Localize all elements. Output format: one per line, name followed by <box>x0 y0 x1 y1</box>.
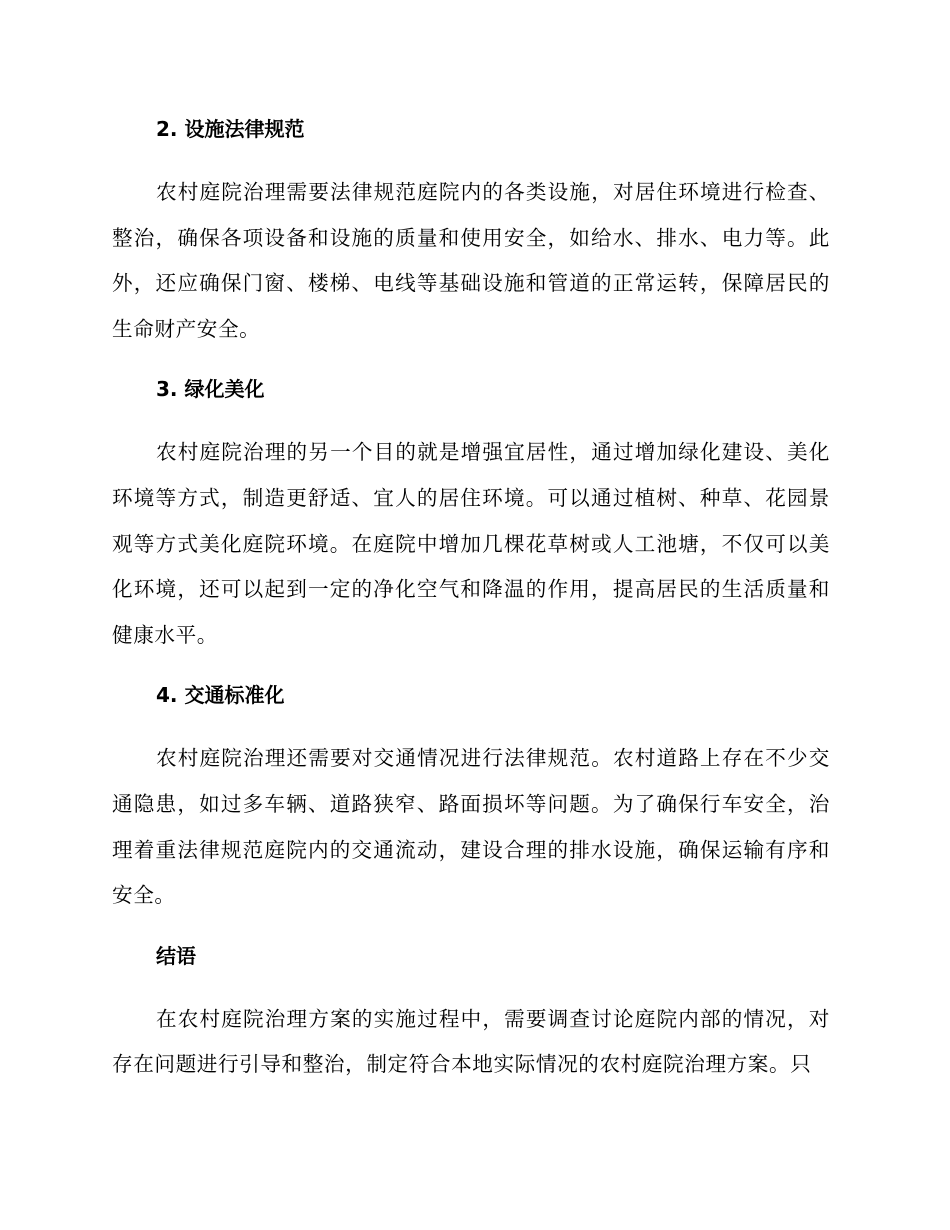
section-heading-greening: 3. 绿化美化 <box>156 377 265 402</box>
section-paragraph-traffic: 农村庭院治理还需要对交通情况进行法律规范。农村道路上存在不少交通隐患，如过多车辆、道路狭窄、路面损坏等问题。为了确保行车安全，治理着重法律规范庭院内的交通流动，建设合理的排水设施，确保运输有序和安全。 <box>112 746 830 908</box>
section-paragraph-facilities: 农村庭院治理需要法律规范庭院内的各类设施，对居住环境进行检查、整治，确保各项设备和设施的质量和使用安全，如给水、排水、电力等。此外，还应确保门窗、楼梯、电线等基础设施和管道的正常运转，保障居民的生命财产安全。 <box>112 180 830 341</box>
document-body <box>112 108 830 1088</box>
section-heading-conclusion: 结语 <box>156 943 196 968</box>
section-paragraph-conclusion: 在农村庭院治理方案的实施过程中，需要调查讨论庭院内部的情况，对存在问题进行引导和整治，制定符合本地实际情况的农村庭院治理方案。只 <box>112 1006 830 1077</box>
section-heading-facilities: 2. 设施法律规范 <box>156 117 305 141</box>
section-heading-traffic: 4. 交通标准化 <box>156 683 285 708</box>
section-paragraph-greening: 农村庭院治理的另一个目的就是增强宜居性，通过增加绿化建设、美化环境等方式，制造更舒适、宜人的居住环境。可以通过植树、种草、花园景观等方式美化庭院环境。在庭院中增加几棵花草树或人工池塘，不仅可以美化环境，还可以起到一定的净化空气和降温的作用，提高居民的生活质量和健康水平。 <box>112 440 830 647</box>
